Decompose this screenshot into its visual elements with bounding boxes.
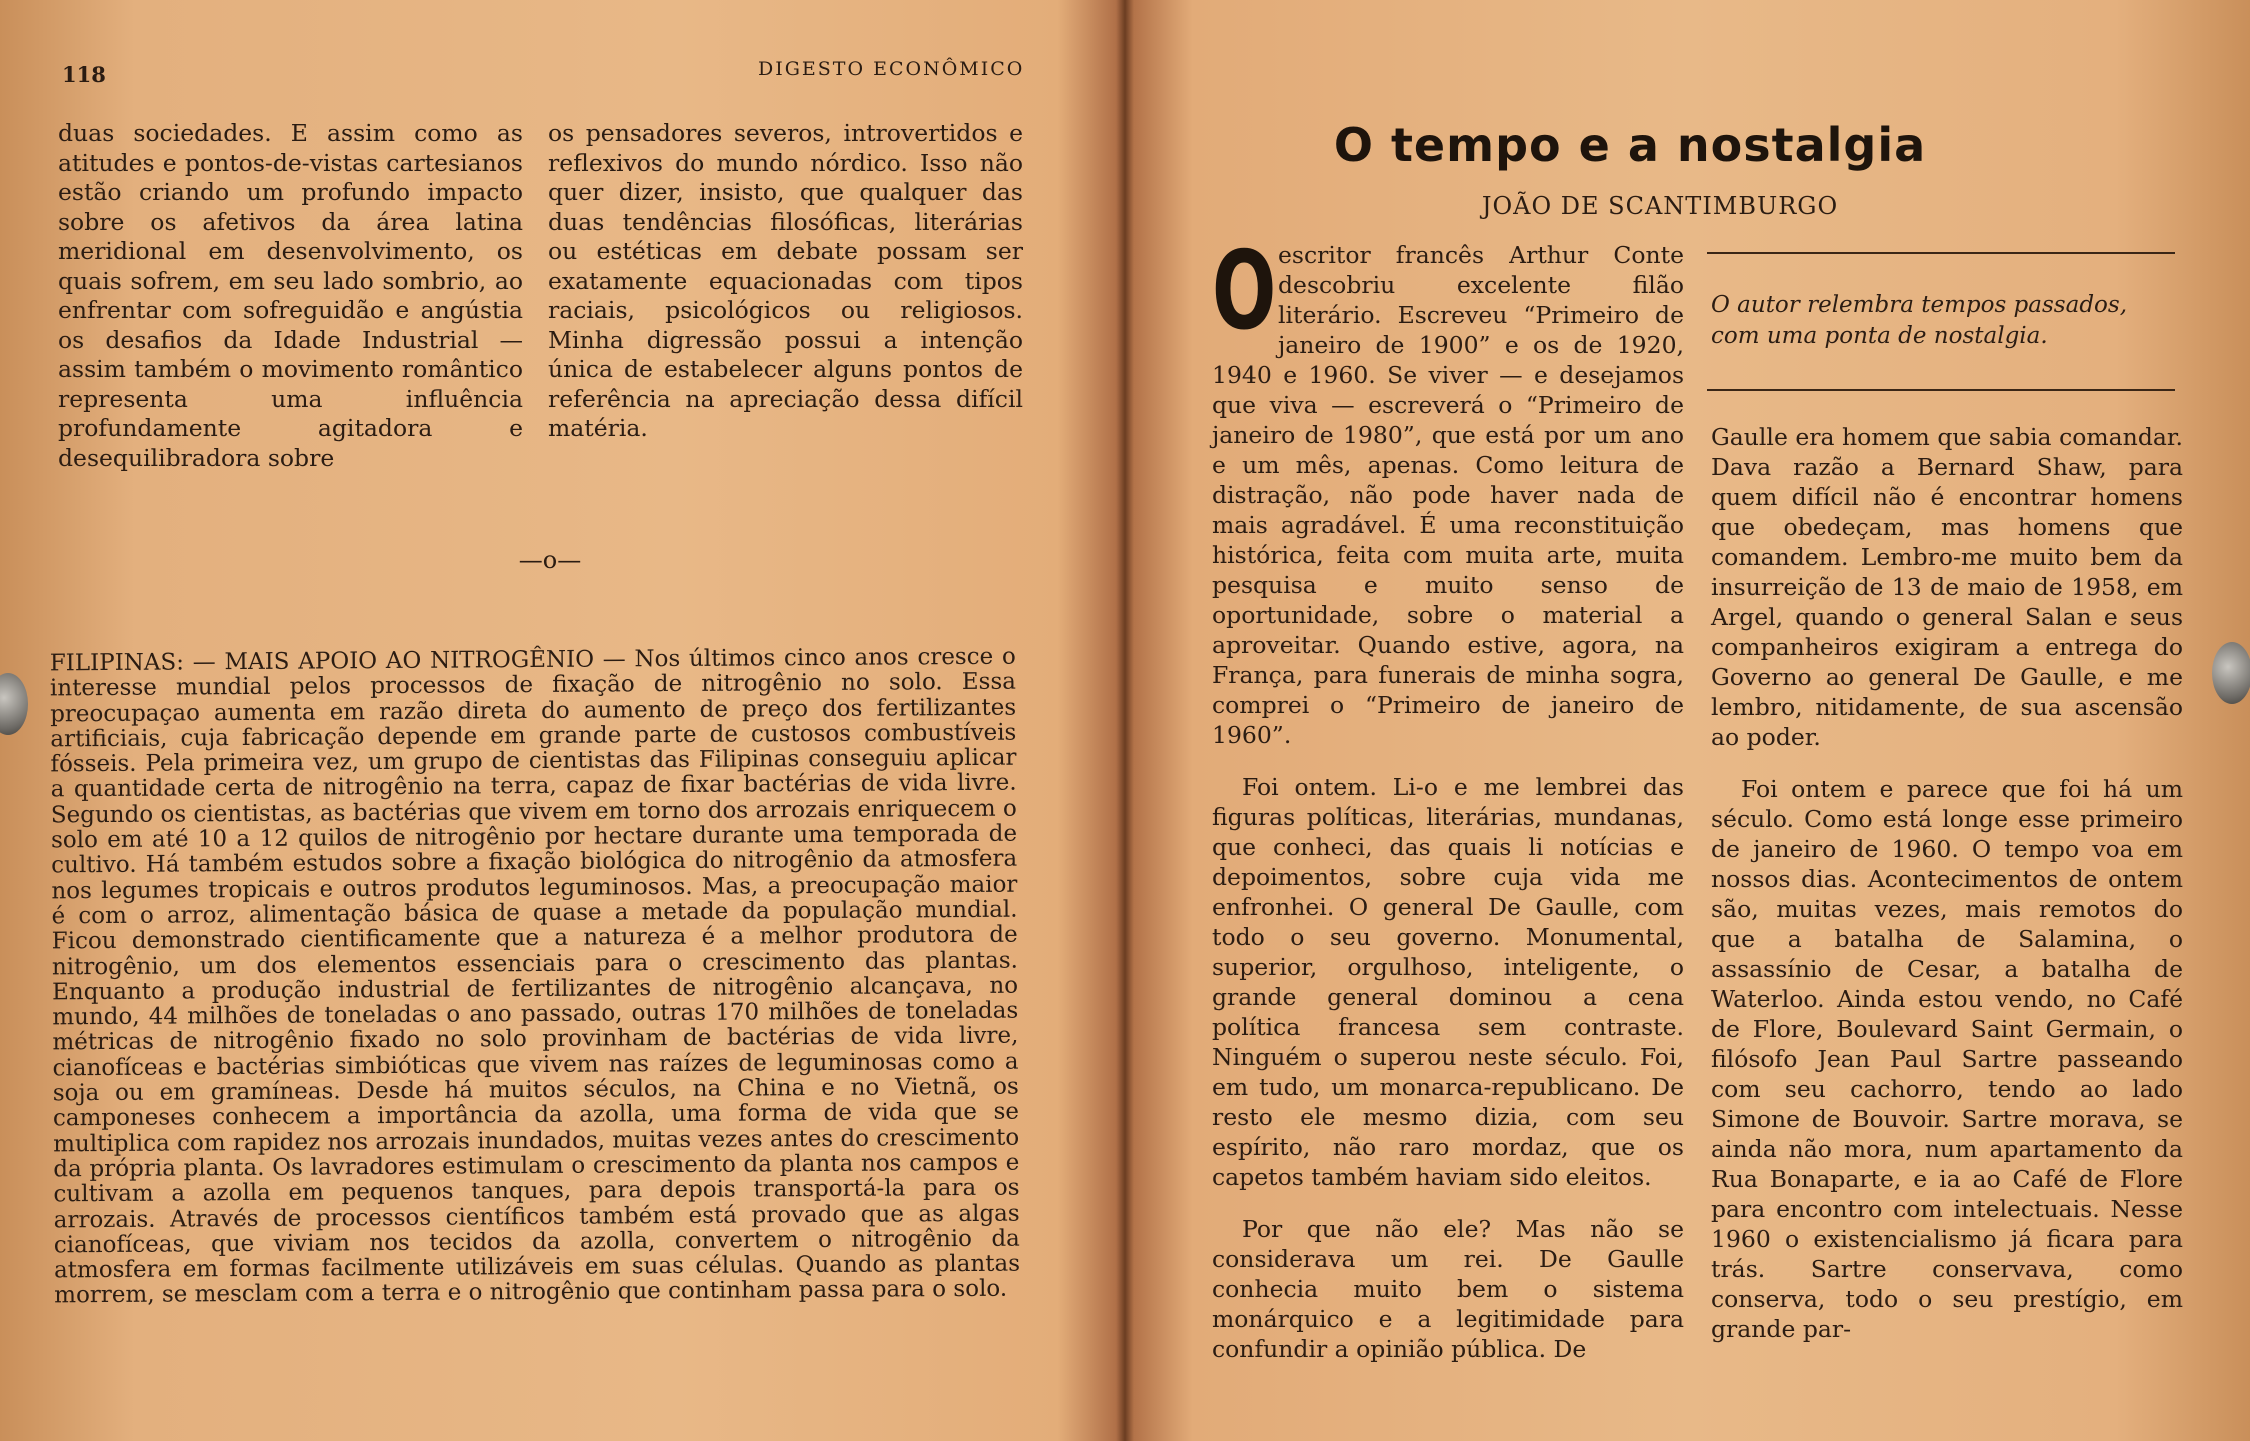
right-column-b	[1711, 422, 2183, 1366]
paragraph: Gaulle era homem que sabia comandar. Dava razão a Bernard Shaw, para quem difícil não é encontrar homens que obedeçam, mas homens que comandem. Lembro-me muito bem da insurreição de 13 de maio de 1958, em Argel, quando o general Salan e seus companheiros exigiram a entrega do Governo ao general De Gaulle, e me lembro, nitidamente, de sua ascensão ao poder.	[1711, 423, 2183, 751]
article-title: FILIPINAS: — MAIS APOIO AO NITROGÊNIO —	[49, 646, 626, 677]
section-separator: —o—	[518, 546, 582, 574]
author-name: JOÃO DE SCANTIMBURGO	[1481, 192, 1839, 220]
running-head: DIGESTO ECONÔMICO	[758, 58, 1025, 80]
page-number: 118	[62, 62, 106, 87]
page-clip-right	[2212, 642, 2250, 704]
article-body: Nos últimos cinco anos cresce o interesse mundial pelos processos de fixação de nitrogênio no solo. Essa preocupaçao aumenta em razão direta do aumento de preço dos fertilizantes artificiais, cuja fabricação depende em grande parte de custosos combustíveis fósseis. Pela primeira vez, um grupo de cientistas das Filipinas conseguiu aplicar a quantidade certa de nitrogênio na terra, capaz de fixar bactérias de vida livre. Segundo os cientistas, as bactérias que vivem em torno dos arrozais enriquecem o solo em até 10 a 12 quilos de nitrogênio por hectare durante uma temporada de cultivo. Há também estudos sobre a fixação biológica do nitrogênio da atmosfera nos legumes tropicais e outros produtos leguminosos. Mas, a preocupação maior é com o arroz, alimentação básica de quase a metade da população mundial. Ficou demonstrado cientificamente que a natureza é a melhor produtora de nitrogênio, um dos elementos essenciais para o crescimento das plantas. Enquanto a produção industrial de fertilizantes de nitrogênio alcançava, no mundo, 44 milhões de toneladas o ano passado, outras 170 milhões de toneladas métricas de nitrogênio fixado no solo provinham de bactérias de vida livre, cianofíceas e bactérias simbióticas que vivem nas raízes de leguminosas como a soja ou em gramíneas. Desde há muitos séculos, na China e no Vietnã, os camponeses conhecem a importância da azolla, uma forma de vida que se multiplica com rapidez nos arrozais inundados, muitas vezes antes do crescimento da própria planta. Os lavradores estimulam o crescimento da planta nos campos e cultivam a azolla em pequenos tanques, para depois transportá-la para os arrozais. Através de processos científicos também está provado que as algas cianofíceas, que viviam nos tecidos da azolla, convertem o nitrogênio da atmosfera em formas facilmente utilizáveis em suas células. Quando as plantas morrem, se mesclam com a terra e o nitrogênio que continham passa para o solo.	[49, 643, 1021, 1309]
filipinas-article	[50, 645, 1021, 1309]
right-column-a	[1212, 229, 1684, 1386]
article-blurb: O autor relembra tempos passados, com uma ponta de nostalgia.	[1711, 292, 2127, 349]
left-column-2: os pensadores severos, introvertidos e reflexivos do mundo nórdico. Isso não quer dizer, insisto, que qualquer das duas tendências filosóficas, literárias ou estéticas em debate possam ser exatamente equacionadas com tipos raciais, psicológicos ou religiosos. Minha digressão possui a intenção única de estabelecer alguns pontos de referência na apreciação dessa difícil matéria.	[548, 119, 1023, 442]
paragraph: Por que não ele? Mas não se considerava um rei. De Gaulle conhecia muito bem o sistema monárquico e a legitimidade para confundir a opinião pública. De	[1212, 1215, 1684, 1363]
paragraph: Oescritor francês Arthur Conte descobriu excelente filão literário. Escreveu “Primeiro de janeiro de 1900” e os de 1920, 1940 e 1960. Se viver — e desejamos que viva — escreverá o “Primeiro de janeiro de 1980”, que está por um ano e um mês, apenas. Como leitura de distração, não pode haver nada de mais agradável. É uma reconstituição histórica, feita com muita arte, muita pesquisa e muito senso de oportunidade, sobre o material a aproveitar. Quando estive, agora, na França, para funerais de minha sogra, comprei o “Primeiro de janeiro de 1960”.	[1212, 229, 1684, 749]
blurb-rule-top	[1707, 252, 2175, 254]
blurb-rule-bottom	[1707, 389, 2175, 391]
paragraph: Foi ontem e parece que foi há um século. Como está longe esse primeiro de janeiro de 1960. O tempo voa em nossos dias. Acontecimentos de ontem são, muitas vezes, mais remotos do que a batalha de Salamina, o assassínio de Cesar, a batalha de Waterloo. Ainda estou vendo, no Café de Flore, Boulevard Saint Germain, o filósofo Jean Paul Sartre passeando com seu cachorro, tendo ao lado Simone de Bouvoir. Sartre morava, se ainda não mora, num apartamento da Rua Bonaparte, e ia ao Café de Flore para encontro com intelectuais. Nesse 1960 o existencialismo já ficara para trás. Sartre conservava, como conserva, todo o seu prestígio, em grande par-	[1711, 775, 2183, 1343]
paragraph: Foi ontem. Li-o e me lembrei das figuras políticas, literárias, mundanas, que conheci, das quais li notícias e depoimentos, sobre cuja vida me enfronhei. O general De Gaulle, com todo o seu governo. Monumental, superior, orgulhoso, inteligente, o grande general dominou a cena política francesa sem contraste. Ninguém o superou neste século. Foi, em tudo, um monarca-republicano. De resto ele mesmo dizia, com seu espírito, não raro mordaz, que os capetos também haviam sido eleitos.	[1212, 773, 1684, 1191]
left-column-1: duas sociedades. E assim como as atitudes e pontos-de-vistas cartesianos estão criando um profundo impacto sobre os afetivos da área latina meridional em desenvolvimento, os quais sofrem, em seu lado sombrio, ao enfrentar com sofreguidão e angústia os desafios da Idade Industrial — assim também o movimento romântico representa uma influência profundamente agitadora e desequilibradora sobre	[58, 119, 523, 472]
article-heading: O tempo e a nostalgia	[1333, 118, 1927, 172]
drop-cap: O	[1212, 229, 1277, 354]
left-page	[0, 0, 1115, 1441]
